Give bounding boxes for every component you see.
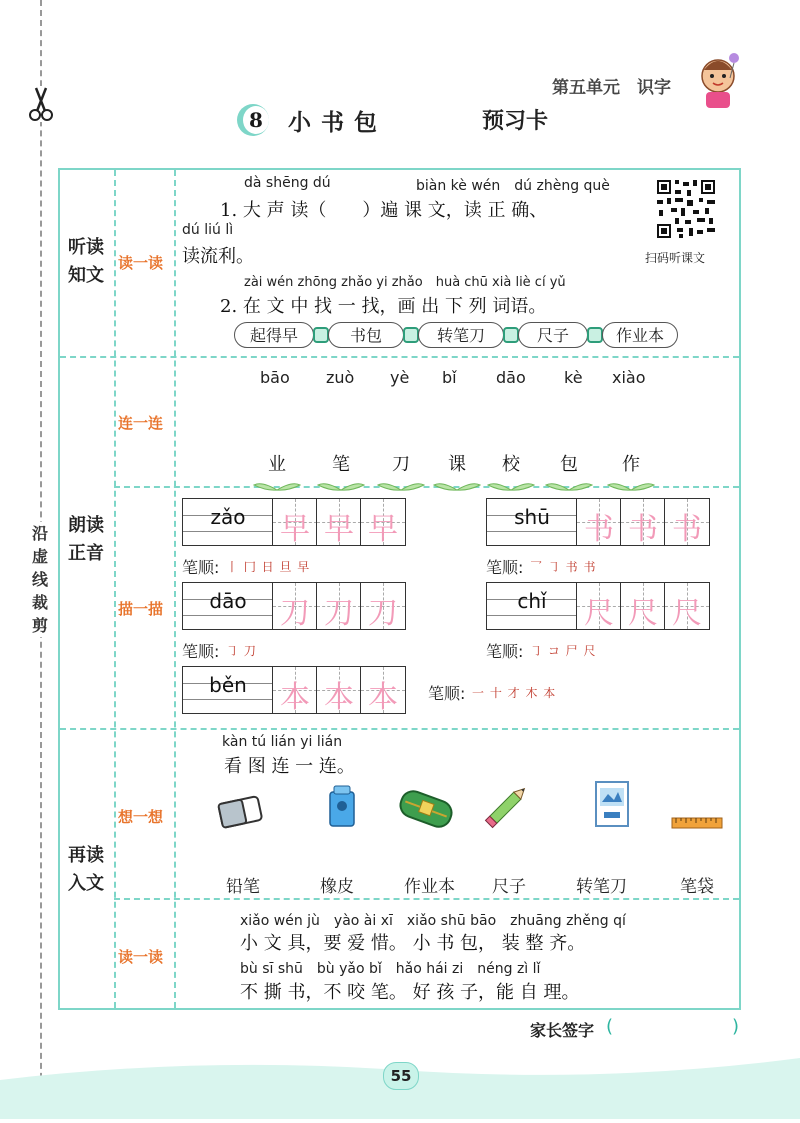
connect-char-item[interactable]: 作	[606, 450, 656, 495]
sub-label-trace: 描一描	[118, 600, 164, 618]
leaf-icon	[432, 481, 482, 491]
tian-grid[interactable]: 刀	[316, 582, 362, 630]
tian-grid[interactable]: 尺	[664, 582, 710, 630]
row-divider	[60, 728, 739, 730]
word-chip: 起得早	[234, 322, 314, 348]
section-label-pronounce: 朗读 正音	[68, 515, 104, 564]
scissors-icon	[28, 86, 54, 122]
stroke-order: 乛 ㇆ 书 书	[530, 560, 597, 574]
stroke-order: 一 十 才 木 本	[472, 686, 557, 700]
sub-label-read: 读一读	[118, 254, 164, 272]
tian-grid[interactable]: 尺	[576, 582, 622, 630]
row-divider	[114, 898, 739, 900]
poem-line: 小 文 具，要 爱 惜。 小 书 包， 装 整 齐。	[240, 933, 586, 954]
connect-pinyin[interactable]: bāo	[260, 368, 290, 387]
pinyin-box: chǐ	[486, 582, 578, 630]
pinyin-box: shū	[486, 498, 578, 546]
sub-label-think: 想一想	[118, 808, 164, 826]
poem-pinyin-line: bù sī shū bù yǎo bǐ hǎo hái zi néng zì lǐ	[240, 961, 541, 977]
stroke-order-label: 笔顺:	[486, 642, 524, 661]
pinyin-box: běn	[182, 666, 274, 714]
lesson-title: 小书包	[288, 109, 387, 136]
leaf-icon	[252, 481, 302, 491]
qr-label: 扫码听课文	[645, 251, 706, 265]
tian-grid[interactable]: 本	[360, 666, 406, 714]
chain-link-icon	[503, 327, 519, 343]
eraser-picture[interactable]	[212, 786, 268, 836]
leaf-icon	[606, 481, 656, 491]
connect-char-item[interactable]: 包	[544, 450, 594, 495]
connect-pinyin[interactable]: yè	[390, 368, 410, 387]
pinyin-line: dú liú lì	[182, 222, 234, 238]
card-title: 预习卡	[482, 108, 549, 134]
tian-grid[interactable]: 书	[576, 498, 622, 546]
parent-signature-field[interactable]	[618, 1018, 728, 1040]
stroke-order-label: 笔顺:	[182, 558, 220, 577]
page-number: 55	[383, 1062, 419, 1090]
pinyin-line: biàn kè wén dú zhèng què	[416, 178, 610, 194]
ruler-picture[interactable]	[670, 800, 726, 850]
tian-grid[interactable]: 早	[316, 498, 362, 546]
connect-pinyin[interactable]: kè	[564, 368, 583, 387]
picture-word[interactable]: 尺子	[492, 877, 526, 897]
connect-pinyin[interactable]: zuò	[326, 368, 355, 387]
sub-label-connect: 连一连	[118, 414, 164, 432]
connect-char-row	[252, 450, 672, 480]
connect-char-item[interactable]: 课	[432, 450, 482, 495]
stroke-order: ㇆ 刀	[226, 644, 257, 658]
tian-grid[interactable]: 书	[664, 498, 710, 546]
tian-grid[interactable]: 刀	[272, 582, 318, 630]
question-1-text: 1. 大 声 读（ ）遍 课 文，读 正 确、	[220, 200, 548, 221]
column-divider	[174, 170, 176, 1008]
chain-link-icon	[403, 327, 419, 343]
connect-char-item[interactable]: 笔	[316, 450, 366, 495]
think-instruction: 看 图 连 一 连。	[224, 756, 355, 777]
connect-char-item[interactable]: 校	[486, 450, 536, 495]
word-chip: 转笔刀	[418, 322, 504, 348]
tian-grid[interactable]: 尺	[620, 582, 666, 630]
cut-instruction: 沿 虚 线 裁 剪	[31, 524, 48, 635]
tian-grid[interactable]: 书	[620, 498, 666, 546]
picture-word[interactable]: 作业本	[404, 877, 455, 897]
pinyin-box: dāo	[182, 582, 274, 630]
chain-link-icon	[313, 327, 329, 343]
stroke-order: 丨 冂 日 旦 早	[226, 560, 311, 574]
connect-pinyin[interactable]: dāo	[496, 368, 526, 387]
row-divider	[60, 356, 739, 358]
tian-grid[interactable]: 本	[272, 666, 318, 714]
stroke-order-label: 笔顺:	[428, 684, 466, 703]
word-chip: 作业本	[602, 322, 678, 348]
connect-pinyin-row	[250, 368, 670, 388]
signature-paren-right: )	[732, 1016, 740, 1037]
picture-word[interactable]: 橡皮	[320, 877, 354, 897]
poem-pinyin-line: xiǎo wén jù yào ài xī xiǎo shū bāo zhuāng zhěng qí	[240, 913, 626, 929]
stroke-order-label: 笔顺:	[486, 558, 524, 577]
pinyin-line: zài wén zhōng zhǎo yi zhǎo huà chū xià liè cí yǔ	[244, 275, 566, 290]
pencil-sharpener-picture[interactable]	[314, 782, 370, 832]
lesson-number: 8	[243, 106, 269, 134]
qr-code-icon[interactable]	[655, 178, 717, 240]
word-chip: 尺子	[518, 322, 588, 348]
pinyin-line: dà shēng dú	[244, 175, 331, 191]
stroke-order-label: 笔顺:	[182, 642, 220, 661]
column-divider	[114, 170, 116, 1008]
pencil-case-picture[interactable]	[396, 784, 456, 834]
chain-link-icon	[587, 327, 603, 343]
connect-char-item[interactable]: 业	[252, 450, 302, 495]
parent-signature-label: 家长签字	[530, 1021, 595, 1040]
leaf-icon	[316, 481, 366, 491]
word-chip: 书包	[328, 322, 404, 348]
section-label-reread: 再读 入文	[68, 845, 104, 894]
connect-pinyin[interactable]: bǐ	[442, 368, 457, 387]
tian-grid[interactable]: 早	[272, 498, 318, 546]
exercise-book-picture[interactable]	[586, 780, 642, 830]
picture-word[interactable]: 笔袋	[680, 877, 714, 897]
lesson-number-badge	[237, 104, 269, 136]
connect-pinyin[interactable]: xiào	[612, 368, 646, 387]
leaf-icon	[544, 481, 594, 491]
sub-label-read-2: 读一读	[118, 948, 164, 966]
think-pinyin: kàn tú lián yi lián	[222, 734, 343, 750]
mascot-icon	[694, 50, 742, 110]
section-label-listen: 听读 知文	[68, 237, 104, 286]
leaf-icon	[486, 481, 536, 491]
connect-char-item[interactable]: 刀	[376, 450, 426, 495]
stroke-order: ㇆ コ 尸 尺	[530, 644, 597, 658]
question-2-text: 2. 在 文 中 找 一 找，画 出 下 列 词语。	[220, 296, 547, 317]
leaf-icon	[376, 481, 426, 491]
tian-grid[interactable]: 早	[360, 498, 406, 546]
unit-label: 第五单元 识字	[552, 78, 671, 98]
picture-word[interactable]: 铅笔	[226, 877, 260, 897]
tian-grid[interactable]: 本	[316, 666, 362, 714]
question-1-text-cont: 读流利。	[182, 246, 254, 267]
poem-line: 不 撕 书，不 咬 笔。 好 孩 子，能 自 理。	[240, 982, 580, 1003]
tian-grid[interactable]: 刀	[360, 582, 406, 630]
picture-word[interactable]: 转笔刀	[576, 877, 627, 897]
pinyin-box: zǎo	[182, 498, 274, 546]
pencil-picture[interactable]	[478, 782, 534, 832]
signature-paren-left: (	[606, 1016, 614, 1037]
